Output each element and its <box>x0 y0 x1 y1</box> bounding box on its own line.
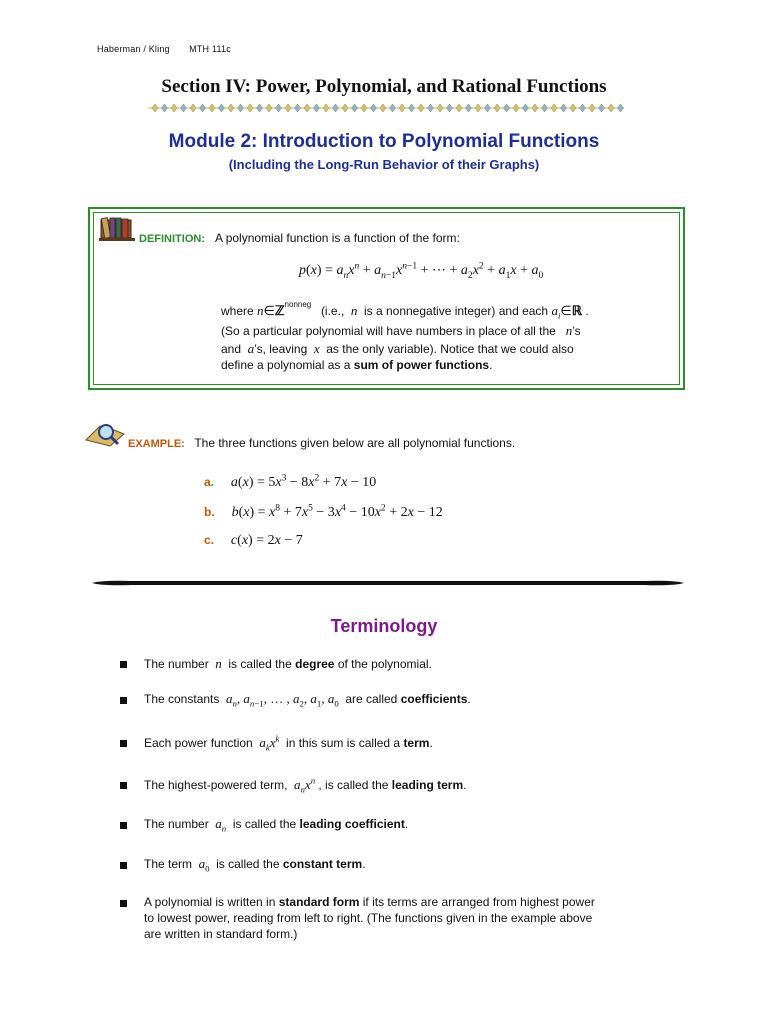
nonneg-superscript: nonneg <box>284 300 312 309</box>
definition-intro: A polynomial function is a function of the form: <box>215 231 460 245</box>
term-term: Each power function $a_kx^k$ in this sum is called a term. <box>144 733 433 753</box>
definition-line-4: and a’s, leaving x as the only variable). Notice that we could also <box>221 341 574 356</box>
term-leading-coefficient: The number $a_n$ is called the leading coefficient. <box>144 816 409 834</box>
magnifier-icon <box>84 420 128 448</box>
bullet-icon <box>120 661 127 668</box>
line3-b: ’s <box>572 324 581 338</box>
bullet-icon <box>120 782 127 789</box>
header-course: MTH 111c <box>189 44 231 54</box>
terminology-title: Terminology <box>330 616 438 636</box>
line3-a: (So a particular polynomial will have numbers in place of all the <box>221 324 556 338</box>
header-authors: Haberman / Kling <box>97 44 170 54</box>
definition-line-5: define a polynomial as a sum of power functions. <box>221 358 493 372</box>
term-degree: The number n is called the degree of the polynomial. <box>144 656 432 671</box>
term-standard-form: A polynomial is written in standard form if its terms are arranged from highest power to lowest power, reading from left to right. (The functions given in the example above are written in standard form.) <box>144 895 595 941</box>
example-intro-line <box>128 436 515 450</box>
bullet-icon <box>120 822 127 829</box>
line5-a: define a polynomial as a <box>221 358 351 372</box>
term-leading-term: The highest-powered term, $a_nx^n$ , is called the leading term. <box>144 775 467 795</box>
term-constant-term: The term $a_0$ is called the constant term. <box>144 856 366 874</box>
module-subtitle: (Including the Long-Run Behavior of their Graphs) <box>228 157 540 172</box>
line4-c: as the only variable). Notice that we could also <box>326 342 574 356</box>
page-header <box>97 44 231 54</box>
ornament-divider <box>148 101 624 115</box>
example-label: EXAMPLE: <box>128 438 185 450</box>
bullet-icon <box>120 740 127 747</box>
sum-of-power-functions: sum of power functions <box>353 358 490 372</box>
ie-text-2: is a nonnegative integer) and each <box>363 304 549 318</box>
section-title: Section IV: Power, Polynomial, and Rational Functions <box>161 76 607 97</box>
where-text: where <box>221 304 254 318</box>
ie-text: (i.e., <box>320 304 345 318</box>
term-coefficients: The constants $a_n$, $a_{n-1}$, … , $a_2$, $a_1$, $a_0$ are called coefficients. <box>144 691 471 709</box>
bullet-icon <box>120 697 127 704</box>
definition-intro-line <box>139 231 460 245</box>
example-intro: The three functions given below are all polynomial functions. <box>194 436 516 450</box>
bullet-icon <box>120 862 127 869</box>
polynomial-general-form: $p(x) = a_nx^n + a_{n-1}x^{n-1}$ + ⋯ + $a_2x^2 + a_1x + a_0$ <box>299 261 544 281</box>
module-title: Module 2: Introduction to Polynomial Functions <box>168 131 600 152</box>
line4-a: and <box>221 342 242 356</box>
section-divider <box>92 580 684 586</box>
line4-b: ’s, leaving <box>254 342 308 356</box>
bullet-icon <box>120 900 127 907</box>
definition-label: DEFINITION: <box>139 233 205 245</box>
definition-where-line: where n∈ℤ$^{nonneg}$ (i.e., n is a nonnegative integer) and each $a_i\in ℝ$ . <box>221 300 589 321</box>
definition-line-3: (So a particular polynomial will have numbers in place of all the n’s <box>221 323 581 338</box>
books-icon <box>97 212 137 244</box>
example-item-b: b. $b(x) = x^8 + 7x^5 - 3x^4 - 10x^2 + 2x - 12$ <box>204 503 443 520</box>
example-item-c: c. c(x) = 2x − 7 <box>204 533 303 548</box>
example-item-a: a. $a(x) = 5x^3 - 8x^2 + 7x - 10$ <box>204 473 377 490</box>
